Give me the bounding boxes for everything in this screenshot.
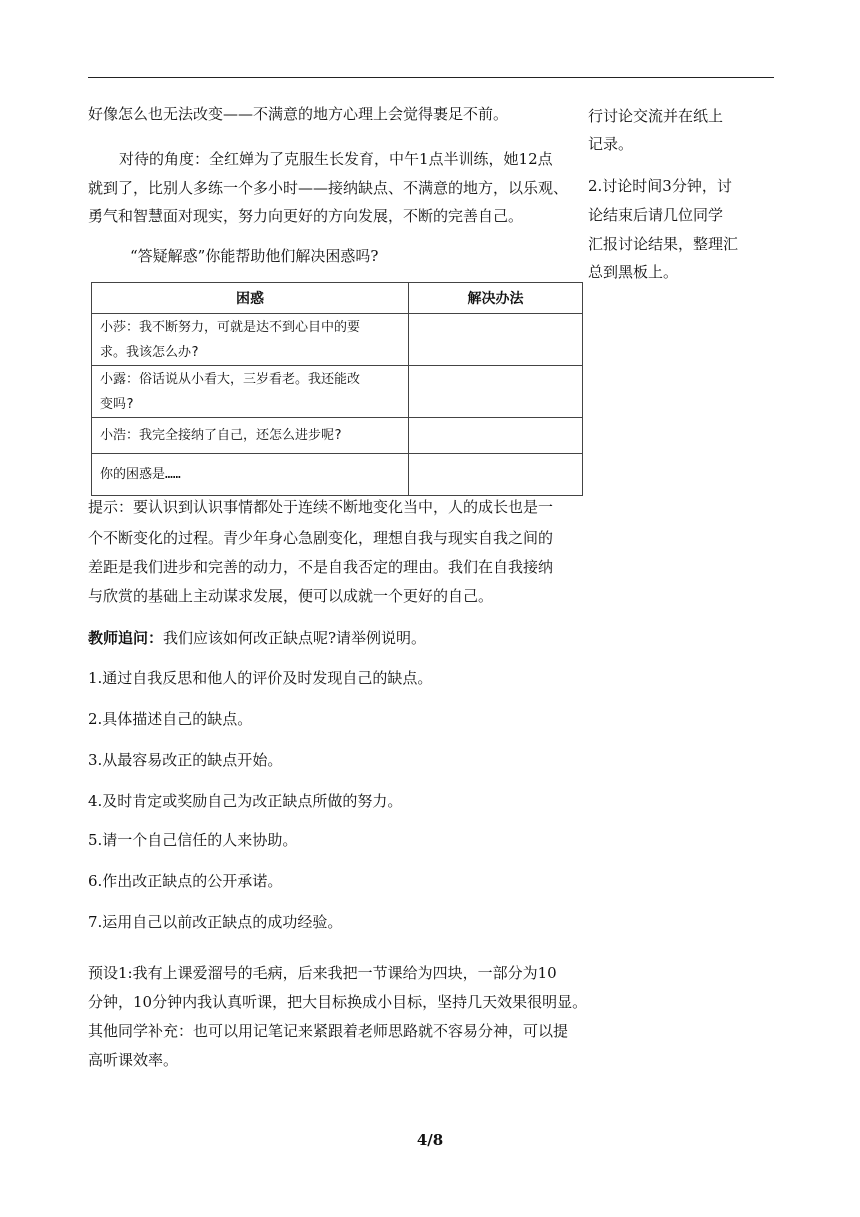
table-header-row xyxy=(92,283,583,314)
confusion-cell: 小莎：我不断努力，可就是达不到心目中的要 求。我该怎么办? xyxy=(92,314,409,366)
solution-cell xyxy=(409,418,583,454)
table-row xyxy=(92,314,583,366)
hint-line: 提示：要认识到认识事情都处于连续不断地变化当中，人的成长也是一 xyxy=(88,498,554,516)
step-item: 7.运用自己以前改正缺点的成功经验。 xyxy=(88,913,343,931)
preset-line: 高听课效率。 xyxy=(88,1051,179,1069)
hint-line: 与欣赏的基础上主动谋求发展，便可以成就一个更好的自己。 xyxy=(88,587,494,605)
paragraph-line: 勇气和智慧面对现实，努力向更好的方向发展，不断的完善自己。 xyxy=(88,207,524,225)
side-note-line: 行讨论交流并在纸上 xyxy=(588,107,724,125)
confusion-cell: 你的困惑是…… xyxy=(92,454,409,496)
side-note-line: 论结束后请几位同学 xyxy=(588,206,724,224)
table-row xyxy=(92,454,583,496)
confusion-table xyxy=(91,282,583,496)
paragraph-line: 就到了，比别人多练一个多小时——接纳缺点、不满意的地方，以乐观、 xyxy=(88,179,569,197)
preset-line: 其他同学补充：也可以用记笔记来紧跟着老师思路就不容易分神，可以提 xyxy=(88,1022,569,1040)
preset-line: 预设1:我有上课爱溜号的毛病，后来我把一节课给为四块，一部分为10 xyxy=(88,964,557,982)
side-note-line: 汇报讨论结果，整理汇 xyxy=(588,235,739,253)
step-item: 6.作出改正缺点的公开承诺。 xyxy=(88,872,283,890)
side-note-line: 2.讨论时间3分钟，讨 xyxy=(588,177,732,195)
solution-cell xyxy=(409,314,583,366)
teacher-label: 教师追问： xyxy=(88,629,164,647)
paragraph-line: 对待的角度：全红婵为了克服生长发育，中午1点半训练，她12点 xyxy=(119,150,553,168)
teacher-question-text: 我们应该如何改正缺点呢?请举例说明。 xyxy=(163,629,427,647)
preset-line: 分钟，10分钟内我认真听课，把大目标换成小目标，坚持几天效果很明显。 xyxy=(88,993,588,1011)
solution-cell xyxy=(409,454,583,496)
step-item: 4.及时肯定或奖励自己为改正缺点所做的努力。 xyxy=(88,792,403,810)
step-item: 2.具体描述自己的缺点。 xyxy=(88,710,253,728)
teacher-question xyxy=(88,628,426,648)
solution-cell xyxy=(409,366,583,418)
table-row xyxy=(92,418,583,454)
confusion-cell: 小露：俗话说从小看大，三岁看老。我还能改 变吗? xyxy=(92,366,409,418)
header-rule xyxy=(88,77,774,78)
page-number: 4/8 xyxy=(416,1131,444,1149)
confusion-cell: 小浩：我完全接纳了自己，还怎么进步呢? xyxy=(92,418,409,454)
header-solution: 解决办法 xyxy=(409,283,583,314)
hint-line: 个不断变化的过程。青少年身心急剧变化，理想自我与现实自我之间的 xyxy=(88,529,554,547)
step-item: 3.从最容易改正的缺点开始。 xyxy=(88,751,283,769)
table-row xyxy=(92,366,583,418)
side-note-line: 记录。 xyxy=(588,135,634,153)
side-note-line: 总到黑板上。 xyxy=(588,263,679,281)
header-confusion: 困惑 xyxy=(92,283,409,314)
table-question: “答疑解惑”你能帮助他们解决困惑吗? xyxy=(130,247,379,265)
intro-line: 好像怎么也无法改变——不满意的地方心理上会觉得裹足不前。 xyxy=(88,105,509,123)
step-item: 1.通过自我反思和他人的评价及时发现自己的缺点。 xyxy=(88,669,433,687)
hint-line: 差距是我们进步和完善的动力，不是自我否定的理由。我们在自我接纳 xyxy=(88,558,554,576)
step-item: 5.请一个自己信任的人来协助。 xyxy=(88,831,298,849)
